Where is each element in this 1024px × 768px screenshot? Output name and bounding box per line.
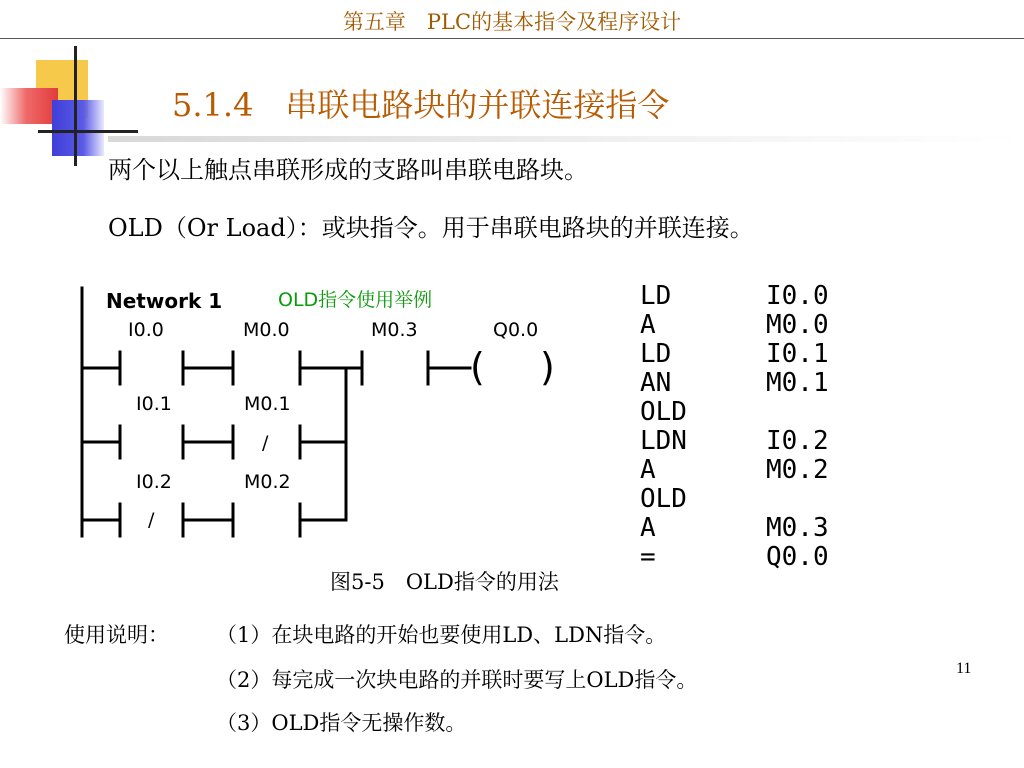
decor-blue-block — [52, 100, 104, 156]
body-line-1: 两个以上触点串联形成的支路叫串联电路块。 — [108, 156, 588, 184]
instruction-row — [640, 369, 829, 398]
negation-i02: / — [148, 509, 155, 531]
note-item-1: （1）在块电路的开始也要使用LD、LDN指令。 — [216, 623, 667, 647]
instruction-op: LDN — [640, 426, 687, 456]
note-item-3: （3）OLD指令无操作数。 — [216, 711, 467, 735]
note-item-2: （2）每完成一次块电路的并联时要写上OLD指令。 — [216, 668, 698, 692]
instruction-op: OLD — [640, 484, 687, 514]
instruction-operand: M0.3 — [766, 513, 829, 543]
instruction-row — [640, 398, 829, 427]
instruction-row — [640, 456, 829, 485]
instruction-row — [640, 282, 829, 311]
instruction-operand: I0.1 — [766, 339, 829, 369]
contact-label-m00: M0.0 — [243, 319, 290, 341]
instruction-op: A — [640, 310, 656, 340]
instruction-row — [640, 340, 829, 369]
instruction-row — [640, 485, 829, 514]
coil-label-q00: Q0.0 — [493, 319, 539, 341]
instruction-op: A — [640, 455, 656, 485]
contact-label-i01: I0.1 — [136, 393, 172, 415]
contact-label-m01: M0.1 — [244, 393, 291, 415]
contact-label-m02: M0.2 — [244, 471, 291, 493]
contact-label-m03: M0.3 — [371, 319, 418, 341]
header-divider — [0, 38, 1024, 39]
instruction-op: AN — [640, 368, 672, 398]
ladder-diagram — [78, 284, 578, 546]
instruction-operand: M0.0 — [766, 310, 829, 340]
instruction-row — [640, 514, 829, 543]
network-comment: OLD指令使用举例 — [278, 289, 433, 311]
body-line-2: OLD（Or Load）：或块指令。用于串联电路块的并联连接。 — [108, 214, 754, 242]
coil-right: ) — [540, 345, 555, 389]
instruction-list — [640, 282, 829, 572]
instruction-row — [640, 427, 829, 456]
instruction-op: OLD — [640, 397, 687, 427]
page-number: 11 — [956, 660, 972, 677]
section-title: 5.1.4 串联电路块的并联连接指令 — [172, 86, 670, 124]
instruction-operand: M0.1 — [766, 368, 829, 398]
instruction-op: A — [640, 513, 656, 543]
instruction-operand: I0.2 — [766, 426, 829, 456]
chapter-header: 第五章 PLC的基本指令及程序设计 — [342, 10, 682, 34]
contact-label-i02: I0.2 — [136, 471, 172, 493]
coil-left: ( — [470, 345, 485, 389]
instruction-row — [640, 311, 829, 340]
instruction-operand: M0.2 — [766, 455, 829, 485]
title-underline-bar — [108, 136, 1024, 142]
contact-label-i00: I0.0 — [128, 319, 164, 341]
instruction-operand: I0.0 — [766, 281, 829, 311]
negation-m01: / — [262, 432, 269, 454]
decor-red-block — [0, 88, 58, 124]
instruction-row — [640, 543, 829, 572]
instruction-operand: Q0.0 — [766, 542, 829, 572]
instruction-op: LD — [640, 339, 672, 369]
network-label: Network 1 — [106, 289, 223, 313]
instruction-op: = — [640, 542, 656, 572]
decor-horizontal-line — [38, 130, 138, 133]
notes-label: 使用说明： — [64, 623, 169, 647]
decor-vertical-line — [74, 46, 77, 166]
figure-caption: 图5-5 OLD指令的用法 — [330, 570, 559, 594]
instruction-op: LD — [640, 281, 672, 311]
